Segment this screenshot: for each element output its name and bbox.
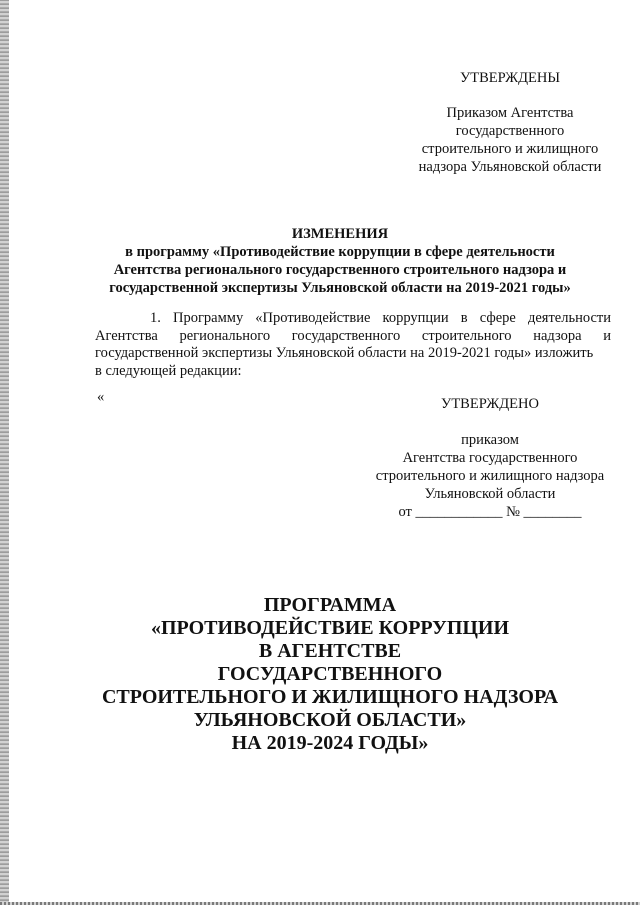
program-title-line: ГОСУДАРСТВЕННОГО <box>217 663 443 685</box>
changes-subtitle-line: Агентства регионального государственного строительного надзора и <box>113 262 567 278</box>
program-title-line: В АГЕНТСТВЕ <box>258 640 402 662</box>
changes-subtitle-line: государственной экспертизы Ульяновской области на 2019-2021 годы» <box>109 280 571 296</box>
body-paragraph <box>95 310 611 380</box>
approval-heading: УТВЕРЖДЕНО <box>441 396 539 412</box>
program-title-line: «ПРОТИВОДЕЙСТВИЕ КОРРУПЦИИ <box>150 617 510 639</box>
approval-line: надзора Ульяновской области <box>418 159 602 175</box>
approval-line: строительного и жилищного <box>421 141 599 157</box>
approval-date-number: от ____________ № ________ <box>398 504 582 520</box>
scan-edge-left <box>0 0 9 905</box>
program-title-line: УЛЬЯНОВСКОЙ ОБЛАСТИ» <box>193 709 467 731</box>
program-title-line: НА 2019-2024 ГОДЫ» <box>231 732 429 754</box>
approval-line: приказом <box>461 432 519 448</box>
program-title-line: СТРОИТЕЛЬНОГО И ЖИЛИЩНОГО НАДЗОРА <box>101 686 559 708</box>
approval-heading: УТВЕРЖДЕНЫ <box>459 70 561 86</box>
approval-line: государственного <box>455 123 565 139</box>
changes-subtitle-line: в программу «Противодействие коррупции в сфере деятельности <box>125 244 555 260</box>
approval-line: Ульяновской области <box>424 486 556 502</box>
approval-line: Приказом Агентства <box>446 105 574 121</box>
changes-title: ИЗМЕНЕНИЯ <box>291 226 389 242</box>
approval-line: Агентства государственного <box>402 450 578 466</box>
paragraph-line: государственной экспертизы Ульяновской области на 2019-2021 годы» изложить <box>95 345 594 361</box>
paragraph-line: в следующей редакции: <box>95 362 242 379</box>
approval-line: строительного и жилищного надзора <box>375 468 605 484</box>
paragraph-line: Агентства регионального государственного строительного надзора и <box>95 327 611 344</box>
paragraph-line: 1. Программу «Противодействие коррупции в сфере деятельности <box>150 310 611 326</box>
program-title-line: ПРОГРАММА <box>263 594 397 616</box>
opening-quote: « <box>97 389 105 405</box>
